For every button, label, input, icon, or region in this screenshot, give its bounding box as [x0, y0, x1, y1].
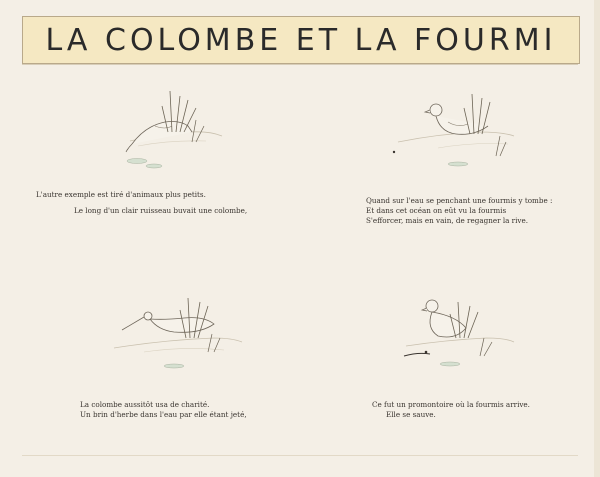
caption-line: L'autre exemple est tiré d'animaux plus petits.: [36, 190, 206, 199]
caption-line: Elle se sauve.: [386, 410, 436, 419]
illustration-ant-saved: [396, 292, 516, 372]
caption-line: Quand sur l'eau se penchant une fourmis y tombe :: [366, 196, 553, 205]
caption-line: La colombe aussitôt usa de charité.: [80, 400, 210, 409]
caption-bottom-right: [372, 400, 530, 420]
caption-line: Un brin d'herbe dans l'eau par elle étant jeté,: [80, 410, 247, 419]
page-edge: [594, 0, 600, 477]
caption-line: Ce fut un promontoire où la fourmis arrive.: [372, 400, 530, 409]
illustration-dove-drinking: [110, 86, 230, 171]
caption-bottom-left: [80, 400, 247, 420]
illustration-dove-charity: [104, 290, 244, 370]
illustration-ant-falling: [378, 90, 518, 170]
bottom-rule: [22, 455, 578, 456]
caption-top-left: [36, 190, 247, 216]
title-banner: [22, 16, 580, 64]
caption-line: S'efforcer, mais en vain, de regagner la rive.: [366, 216, 529, 225]
page-title: LA COLOMBE ET LA FOURMI: [45, 22, 557, 58]
caption-line: Et dans cet océan on eût vu la fourmis: [366, 206, 507, 215]
caption-top-right: [366, 196, 552, 226]
title-rule: [22, 64, 578, 65]
caption-line: Le long d'un clair ruisseau buvait une colombe,: [74, 206, 248, 215]
